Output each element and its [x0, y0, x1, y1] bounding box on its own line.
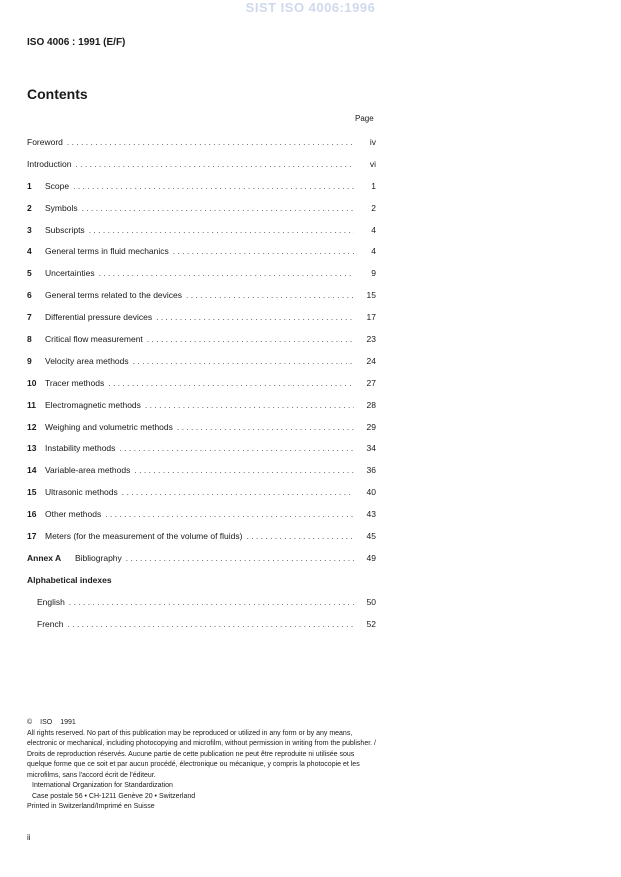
index-entries [27, 592, 376, 636]
toc-row[interactable] [27, 482, 376, 504]
leader-dots [89, 220, 354, 242]
leader-dots [69, 592, 354, 614]
index-page: 52 [366, 618, 376, 629]
leader-dots [145, 395, 354, 417]
toc-page: vi [369, 158, 376, 169]
table-of-contents [27, 132, 376, 635]
toc-row[interactable] [27, 198, 376, 220]
leader-dots [177, 417, 354, 439]
leader-dots [108, 373, 354, 395]
printed-note: Printed in Switzerland/Imprimé en Suisse [27, 803, 155, 810]
leader-dots [134, 460, 354, 482]
toc-number: 1 [27, 180, 32, 191]
toc-page: 1 [371, 180, 376, 191]
index-page: 50 [366, 596, 376, 607]
toc-row[interactable] [27, 526, 376, 548]
toc-title: Symbols [45, 202, 78, 213]
leader-dots [122, 482, 354, 504]
toc-row[interactable] [27, 373, 376, 395]
leader-dots [156, 307, 354, 329]
toc-number: 14 [27, 465, 37, 476]
address-line-1: International Organization for Standardization [32, 782, 173, 789]
toc-page: 24 [366, 355, 376, 366]
page-column-header: Page [355, 114, 374, 123]
index-title: English [37, 596, 65, 607]
page-number: ii [27, 833, 31, 842]
toc-number: 10 [27, 377, 37, 388]
toc-row[interactable] [27, 417, 376, 439]
leader-dots [186, 285, 354, 307]
index-title: French [37, 618, 64, 629]
leader-dots [105, 504, 354, 526]
toc-row[interactable] [27, 307, 376, 329]
toc-page: iv [369, 137, 376, 147]
toc-row[interactable] [27, 285, 376, 307]
toc-title: General terms related to the devices [45, 290, 183, 301]
toc-page: 45 [366, 531, 376, 542]
toc-page: 23 [366, 334, 376, 345]
toc-title: Other methods [45, 509, 102, 520]
toc-number: 6 [27, 290, 32, 301]
leader-dots [126, 548, 354, 570]
copyright-org: ISO [40, 719, 53, 726]
toc-number: 16 [27, 509, 37, 520]
toc-number: 9 [27, 355, 32, 366]
toc-row[interactable] [27, 263, 376, 285]
toc-number: 12 [27, 421, 37, 432]
toc-page: 27 [366, 377, 376, 388]
toc-entries [27, 132, 376, 548]
index-row[interactable] [27, 614, 376, 636]
toc-page: 34 [366, 443, 376, 454]
leader-dots [133, 351, 354, 373]
toc-number: 11 [27, 399, 36, 410]
toc-title: General terms in fluid mechanics [45, 246, 169, 257]
toc-title: Ultrasonic methods [45, 487, 118, 498]
leader-dots [73, 176, 354, 198]
address-line-2: Case postale 56 • CH-1211 Genève 20 • Switzerland [32, 792, 196, 800]
toc-number: 7 [27, 312, 32, 323]
index-row[interactable] [27, 592, 376, 614]
toc-row[interactable] [27, 395, 376, 417]
toc-title: Instability methods [45, 443, 116, 454]
toc-row[interactable] [27, 154, 376, 176]
toc-row[interactable] [27, 241, 376, 263]
toc-title: Weighing and volumetric methods [45, 421, 173, 432]
contents-title: Contents [27, 86, 88, 102]
toc-title: Critical flow measurement [45, 334, 143, 345]
toc-page: 28 [366, 399, 376, 410]
toc-title: Foreword [27, 137, 63, 147]
leader-dots [67, 132, 354, 154]
leader-dots [246, 526, 354, 548]
leader-dots [82, 198, 354, 220]
copyright-year: 1991 [60, 719, 76, 726]
leader-dots [173, 241, 354, 263]
toc-number: 17 [27, 531, 37, 542]
toc-title: Introduction [27, 158, 72, 169]
copyright-symbol: © [27, 719, 33, 726]
toc-row[interactable] [27, 176, 376, 198]
toc-page: 43 [366, 509, 376, 520]
annex-page: 49 [366, 552, 376, 563]
toc-page: 4 [371, 224, 376, 235]
toc-row[interactable] [27, 438, 376, 460]
toc-row[interactable] [27, 220, 376, 242]
toc-row[interactable] [27, 460, 376, 482]
leader-dots [99, 263, 354, 285]
toc-number: 2 [27, 202, 32, 213]
copyright-header [27, 718, 376, 729]
toc-page: 2 [371, 202, 376, 213]
annex-title: Bibliography [75, 552, 122, 563]
toc-page: 29 [366, 421, 376, 432]
toc-title: Scope [45, 180, 70, 191]
toc-page: 15 [366, 290, 376, 301]
toc-number: 13 [27, 443, 37, 454]
toc-number: 8 [27, 334, 32, 345]
document-id: ISO 4006 : 1991 (E/F) [27, 37, 126, 48]
toc-title: Tracer methods [45, 377, 105, 388]
toc-page: 40 [366, 487, 376, 498]
alphabetical-indexes-heading: Alphabetical indexes [27, 574, 112, 585]
leader-dots [147, 329, 354, 351]
toc-row-annex[interactable] [27, 548, 376, 570]
copyright-notice: All rights reserved. No part of this publication may be reproduced or utilized in any form or by any means, electronic or mechanical, including photocopying and microfilm, without permission in writing from the publisher. / Droits de reproduction réservés. Aucune partie de cette publication ne peut être reproduite ni utilisée sous quelque forme que ce soit et par aucun procédé, électronique ou mécanique, y compris la photocopie et les microfilms, sans l'accord écrit de l'éditeur. [27, 729, 376, 779]
toc-page: 9 [371, 268, 376, 279]
leader-dots [67, 614, 354, 636]
toc-title: Variable-area methods [45, 465, 131, 476]
leader-dots [119, 438, 354, 460]
toc-title: Differential pressure devices [45, 312, 153, 323]
copyright-block [27, 718, 376, 813]
toc-row[interactable] [27, 504, 376, 526]
toc-number: 15 [27, 487, 37, 498]
toc-row[interactable] [27, 351, 376, 373]
annex-label: Annex A [27, 552, 62, 563]
toc-title: Subscripts [45, 224, 85, 235]
toc-number: 5 [27, 268, 32, 279]
toc-title: Uncertainties [45, 268, 95, 279]
toc-page: 17 [366, 312, 376, 323]
toc-number: 3 [27, 224, 32, 235]
toc-row[interactable] [27, 329, 376, 351]
leader-dots [75, 154, 354, 176]
toc-row[interactable] [27, 132, 376, 154]
toc-title: Velocity area methods [45, 355, 129, 366]
toc-title: Meters (for the measurement of the volume of fluids) [45, 531, 243, 542]
toc-page: 4 [371, 246, 376, 257]
toc-page: 36 [366, 465, 376, 476]
watermark: SIST ISO 4006:1996 [245, 0, 376, 15]
toc-number: 4 [27, 246, 32, 257]
toc-title: Electromagnetic methods [45, 399, 141, 410]
